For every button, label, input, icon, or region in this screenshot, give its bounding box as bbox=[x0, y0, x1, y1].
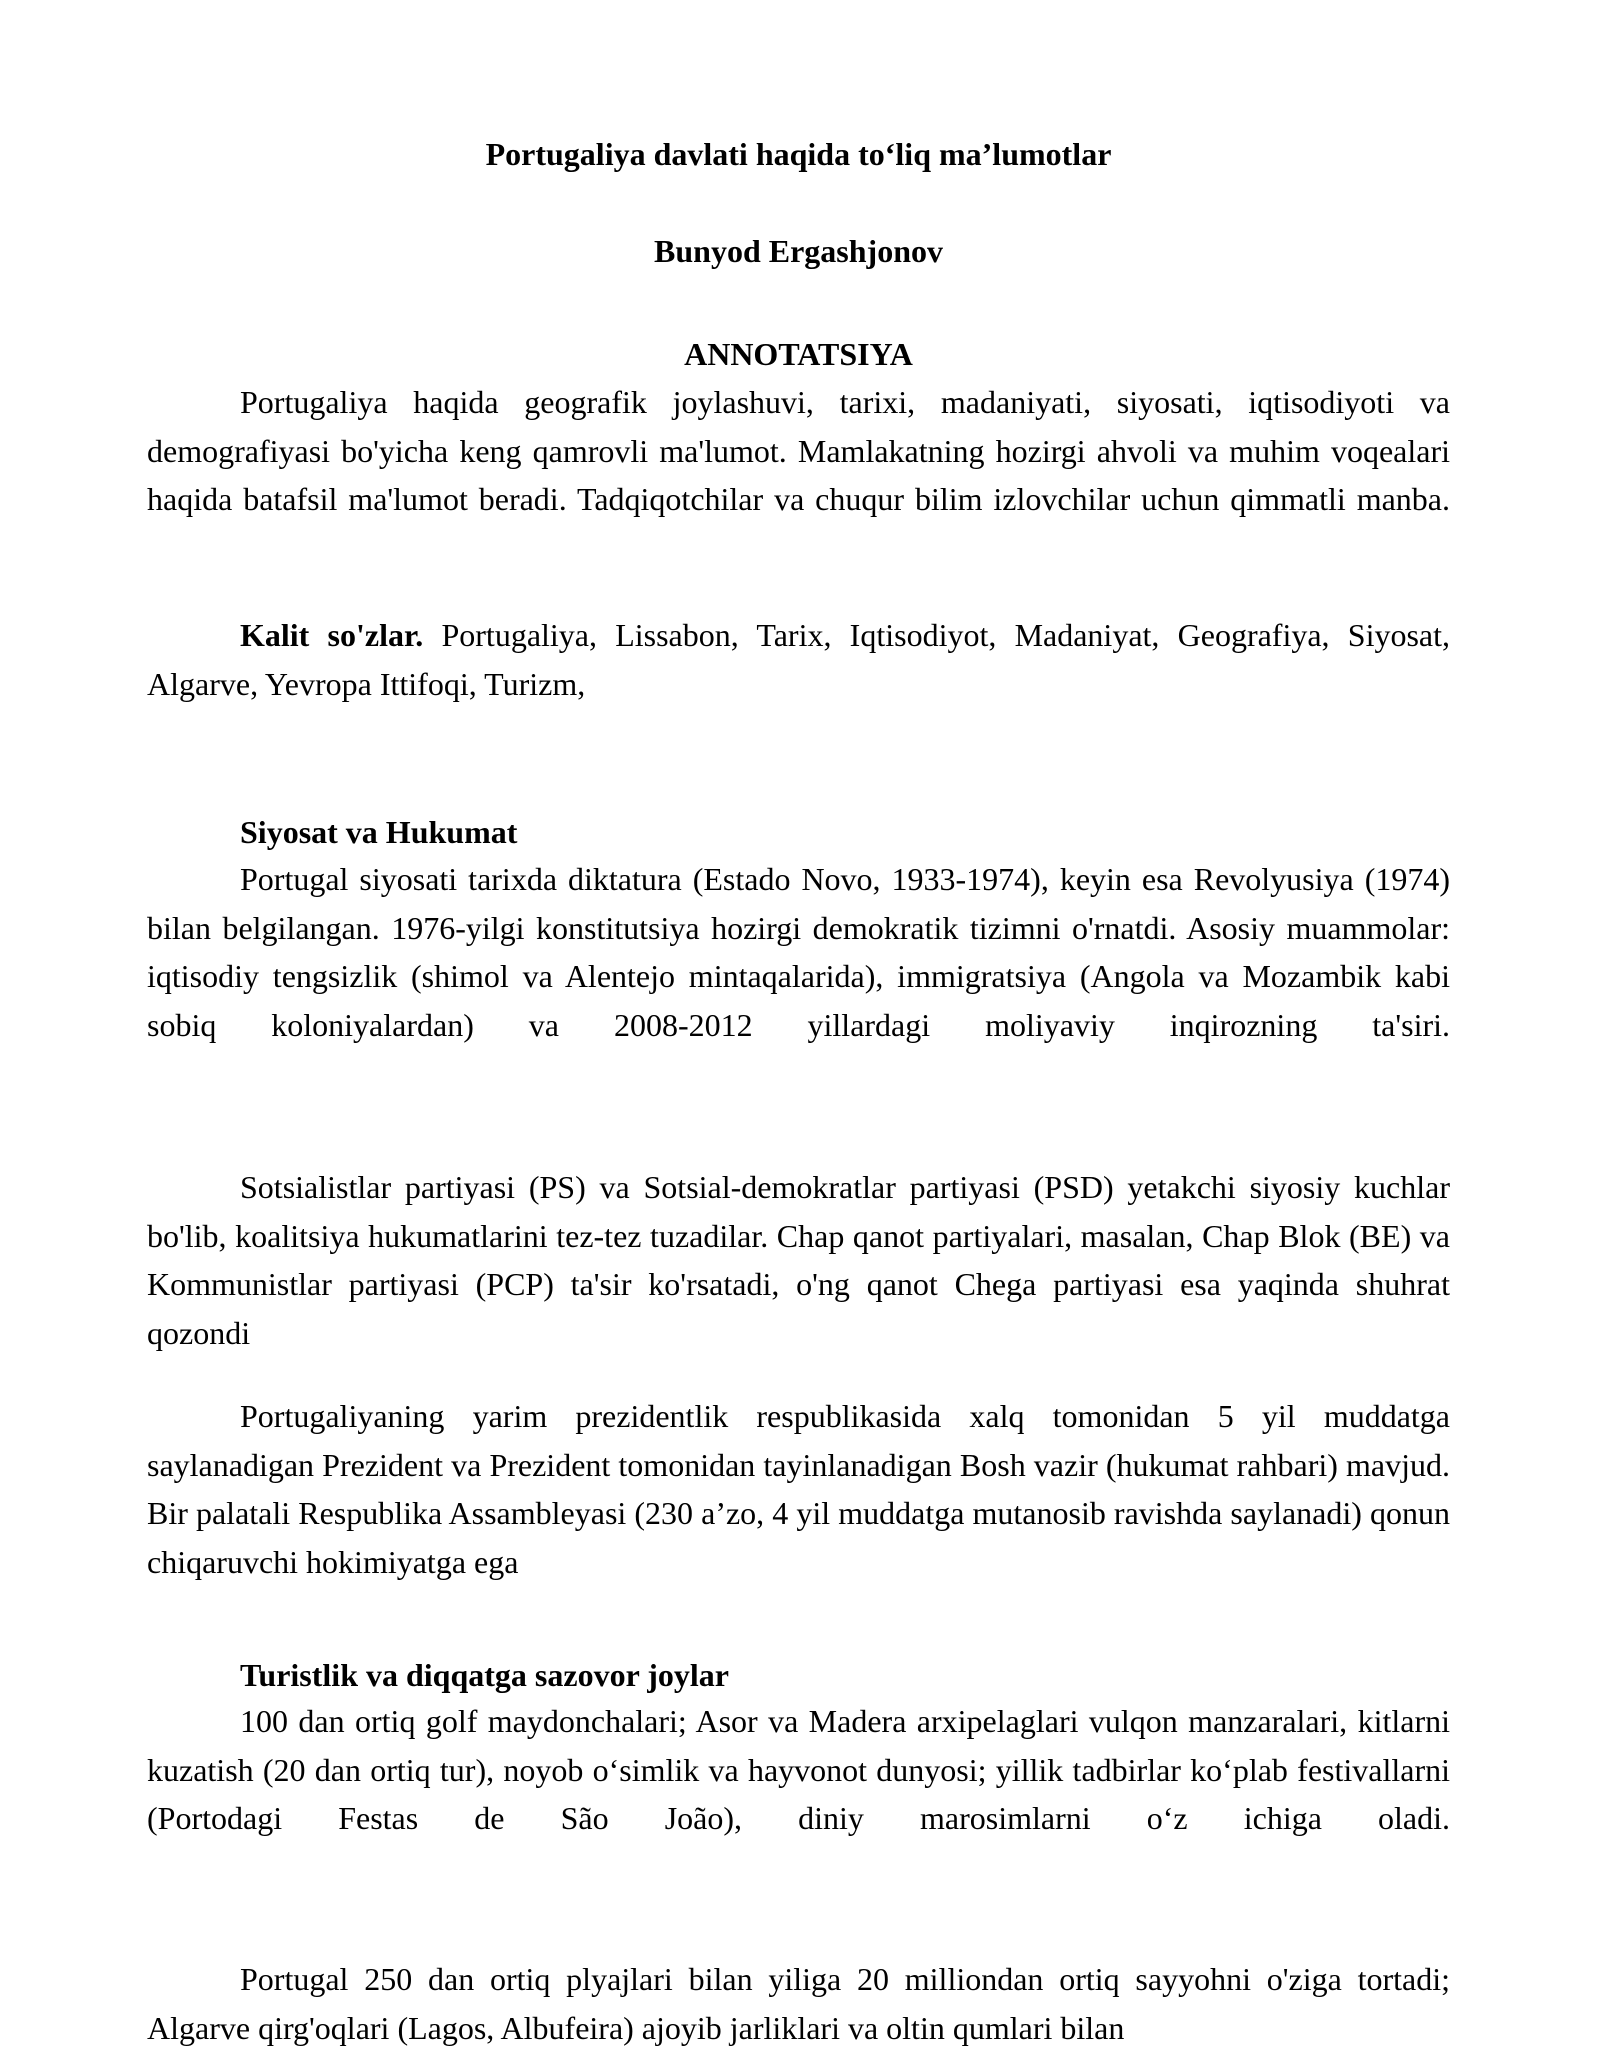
section-heading-turizm: Turistlik va diqqatga sazovor joylar bbox=[240, 1657, 729, 1693]
annotation-heading: ANNOTATSIYA bbox=[684, 336, 913, 372]
annotation-paragraph: Portugaliya haqida geografik joylashuvi, tarixi, madaniyati, siyosati, iqtisodiyoti va demografiyasi bo'yicha keng qamrovli ma'lumot. Mamlakatning hozirgi ahvoli va muhim voqealari haqida batafsil ma'lumot beradi. Tadqiqotchilar va chuqur bilim izlovchilar uchun qimmatli manba. bbox=[147, 384, 1450, 517]
paragraph-siyosat-3: Portugaliyaning yarim prezidentlik respublikasida xalq tomonidan 5 yil muddatga saylanadigan Prezident va Prezident tomonidan tayinlanadigan Bosh vazir (hukumat rahbari) mavjud. Bir palatali Respublika Assambleyasi (230 a’zo, 4 yil muddatga mutanosib ravishda saylanadi) qonun chiqaruvchi hokimiyatga ega bbox=[147, 1398, 1450, 1580]
paragraph-siyosat-2: Sotsialistlar partiyasi (PS) va Sotsial-demokratlar partiyasi (PSD) yetakchi siyosiy kuchlar bo'lib, koalitsiya hukumatlarini tez-tez tuzadilar. Chap qanot partiyalari, masalan, Chap Blok (BE) va Kommunistlar partiyasi (PCP) ta'sir ko'rsatadi, o'ng qanot Chega partiyasi esa yaqinda shuhrat qozondi bbox=[147, 1169, 1450, 1351]
keywords-label: Kalit so'zlar. bbox=[240, 617, 424, 653]
paragraph-turizm-2: Portugal 250 dan ortiq plyajlari bilan yiliga 20 milliondan ortiq sayyohni o'ziga tortadi; Algarve qirg'oqlari (Lagos, Albufeira) ajoyib jarliklari va oltin qumlari bilan bbox=[147, 1961, 1450, 2046]
keywords-text: Portugaliya, Lissabon, Tarix, Iqtisodiyot, Madaniyat, Geografiya, Siyosat, Algarve, Yevropa Ittifoqi, Turizm, bbox=[147, 617, 1451, 702]
section-heading-siyosat: Siyosat va Hukumat bbox=[240, 814, 518, 850]
paragraph-turizm-1: 100 dan ortiq golf maydonchalari; Asor va Madera arxipelaglari vulqon manzaralari, kitlarni kuzatish (20 dan ortiq tur), noyob o‘simlik va hayvonot dunyosi; yillik tadbirlar ko‘plab festivallarni (Portodagi Festas de São João), diniy marosimlarni o‘z ichiga oladi. bbox=[147, 1703, 1450, 1836]
paragraph-siyosat-1: Portugal siyosati tarixda diktatura (Estado Novo, 1933-1974), keyin esa Revolyusiya (1974) bilan belgilangan. 1976-yilgi konstitutsiya hozirgi demokratik tizimni o'rnatdi. Asosiy muammolar: iqtisodiy tengsizlik (shimol va Alentejo mintaqalarida), immigratsiya (Angola va Mozambik kabi sobiq koloniyalardan) va 2008-2012 yillardagi moliyaviy inqirozning ta'siri. bbox=[147, 861, 1450, 1043]
document-title: Portugaliya davlati haqida to‘liq ma’lumotlar bbox=[485, 136, 1112, 172]
document-author: Bunyod Ergashjonov bbox=[654, 233, 943, 269]
keywords-paragraph bbox=[147, 611, 1450, 708]
